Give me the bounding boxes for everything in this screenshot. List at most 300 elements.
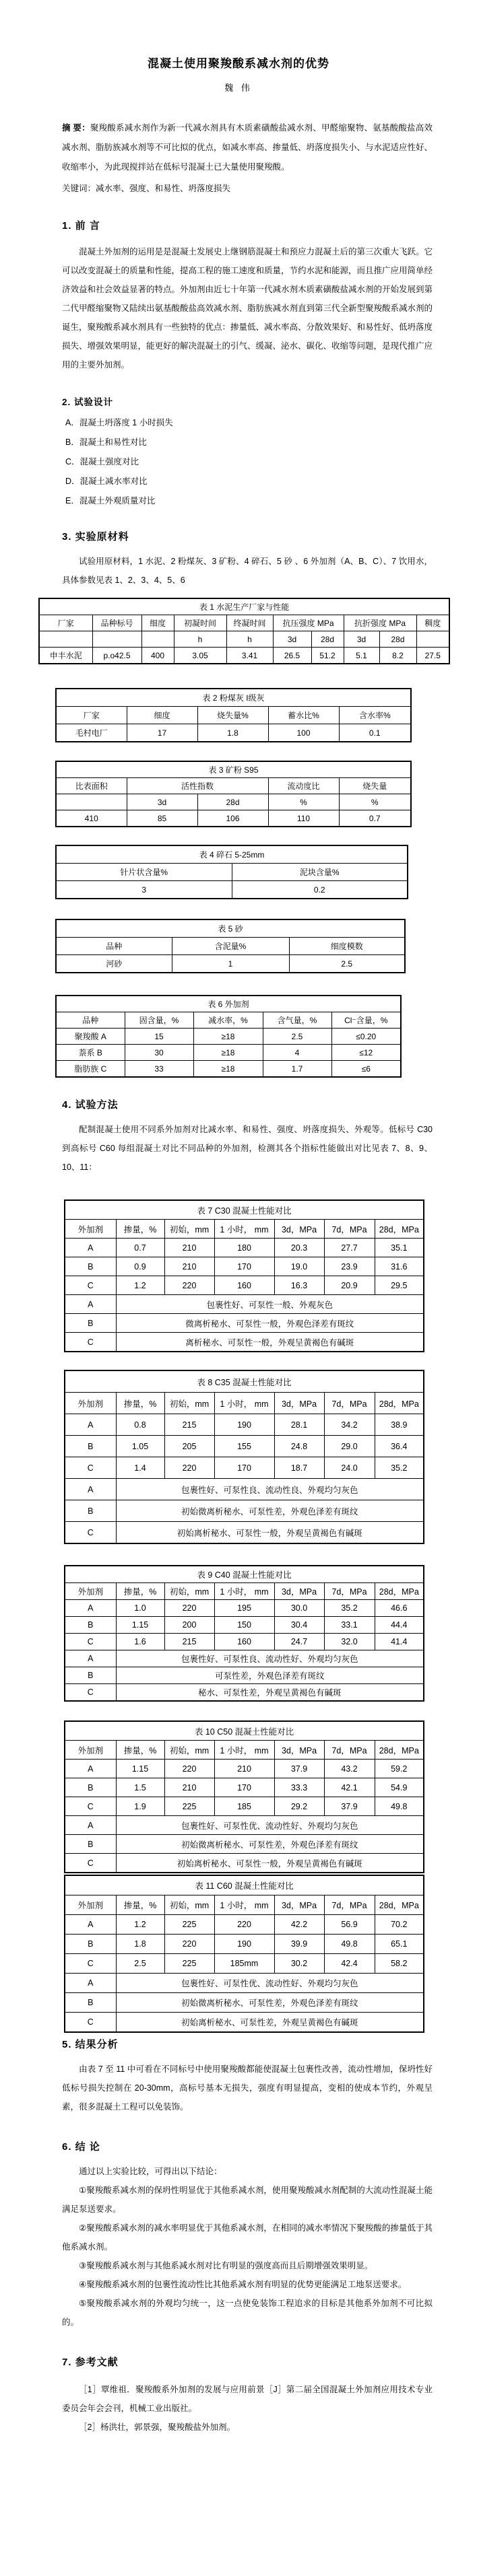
table-row (65, 1500, 424, 1522)
table-cell: ≤12 (331, 1045, 401, 1061)
design-item: C．混凝土强度对比 (65, 457, 139, 466)
table-row (65, 1583, 424, 1600)
table-row (65, 1276, 424, 1295)
table-cell: 20.3 (274, 1239, 324, 1257)
table-cell: 细度模数 (289, 938, 405, 955)
table-row (65, 1816, 424, 1835)
section-4-paragraph (62, 1120, 433, 1177)
table-row (39, 648, 449, 664)
table-cell: 26.5 (273, 648, 311, 664)
table-cell: C (65, 1333, 116, 1352)
table-cell: 比表面积 (56, 778, 127, 794)
table-cell: 2.5 (289, 955, 405, 973)
table-row (65, 1895, 424, 1915)
table-cell: 1.0 (116, 1600, 164, 1617)
table-cell: 43.2 (324, 1760, 375, 1778)
table-row (56, 794, 411, 810)
table-cell: 33.1 (324, 1617, 375, 1634)
table-cell: 初始，mm (164, 1393, 214, 1414)
conclusion-list (62, 2181, 433, 2332)
section-3-paragraph (62, 552, 433, 590)
data-table (55, 688, 412, 742)
table-row (56, 724, 411, 742)
abstract-label: 摘 要： (62, 123, 90, 133)
conclusion-intro: 通过以上实验比较，可得出以下结论： (79, 2167, 222, 2176)
table-caption-cell: 表 2 粉煤灰 I级灰 (56, 689, 411, 707)
table-cell: 195 (214, 1600, 274, 1617)
table-cell: A (65, 1414, 116, 1436)
table-row (65, 1617, 424, 1634)
table-c50-performance (64, 1720, 423, 1873)
section-6-heading: 6. 结 论 (62, 2141, 100, 2153)
table-cell: ≥18 (193, 1061, 263, 1078)
table-cell: 包裹性好、可泵性一般、外观灰色 (116, 1295, 424, 1314)
table-cell: 155 (214, 1436, 274, 1457)
table-cell: 33 (125, 1061, 193, 1078)
table-cell: 品种 (56, 938, 172, 955)
table-crushed-stone (55, 845, 407, 899)
table-cell: ≥18 (193, 1029, 263, 1045)
table-cell: 15 (125, 1029, 193, 1045)
table-cell: C (65, 1684, 116, 1702)
table-cell: 28d (197, 794, 268, 810)
table-cell: 秘水、可泵性差，外观呈黄褐色有碱斑 (116, 1684, 424, 1702)
table-row (65, 1778, 424, 1797)
table-cell: C (65, 1634, 116, 1650)
table-cell: 活性指数 (127, 778, 268, 794)
table-cell: 190 (214, 1935, 274, 1954)
table-cell: 210 (164, 1778, 214, 1797)
table-cell: 3d，MPa (274, 1741, 324, 1760)
table-cell: 58.2 (375, 1954, 424, 1974)
table-cell: 掺量，% (116, 1741, 164, 1760)
table-cell: 1 小时， mm (214, 1220, 274, 1239)
table-caption-row (65, 1200, 424, 1220)
table-cell: 掺量，% (116, 1583, 164, 1600)
table-cell: 1.05 (116, 1436, 164, 1457)
table-cell: B (65, 1617, 116, 1634)
table-cell: 49.8 (375, 1797, 424, 1816)
section-4-text: 配制混凝土使用不同系外加剂对比减水率、和易性、强度、坍落度损失、外观等。低标号 C30 到高标号 C60 每组混凝土对比不同品种的外加剂，检测其各个指标性能做出对比见表 7、8、9、10、11： (62, 1125, 433, 1172)
table-caption-row (56, 761, 411, 778)
table-cell: 1 小时， mm (214, 1583, 274, 1600)
table-row (65, 1600, 424, 1617)
table-cell: 160 (214, 1276, 274, 1295)
table-cell: 185 (214, 1797, 274, 1816)
table-cell: 54.9 (375, 1778, 424, 1797)
table-cell: 42.4 (324, 1954, 375, 1974)
table-cell: 7d，MPa (324, 1220, 375, 1239)
table-cell: 17 (127, 724, 197, 742)
table-cell: 厂家 (56, 707, 127, 724)
table-caption-row (65, 1370, 424, 1393)
table-cell: 410 (56, 810, 127, 827)
section-4-heading: 4. 试验方法 (62, 1099, 119, 1111)
table-cell: 1.15 (116, 1617, 164, 1634)
section-5-text: 由表 7 至 11 中可看在不同标号中使用聚羧酸都能使混凝土包裹性改善，流动性增加，保坍性好低标号损失控制在 20-30mm，高标号基本无损失，强度有明显提高，变相的使成本节约，外观呈素，很多混凝土工程可以免装饰。 (62, 2064, 433, 2112)
table-cell: 220 (164, 1760, 214, 1778)
table-cell: 外加剂 (65, 1220, 116, 1239)
table-cell: 1 小时， mm (214, 1741, 274, 1760)
table-cell: 2.5 (263, 1029, 331, 1045)
table-cell: 185mm (214, 1954, 274, 1974)
table-cell: 3d，MPa (274, 1220, 324, 1239)
table-cell: 24.8 (274, 1436, 324, 1457)
table-cell: 44.4 (375, 1617, 424, 1634)
conclusion-block (62, 2162, 433, 2332)
table-cell: A (65, 1479, 116, 1500)
table-cell: A (65, 1974, 116, 1993)
table-row (56, 707, 411, 724)
table-cell: 烧失量 (339, 778, 411, 794)
table-cell: 0.9 (116, 1257, 164, 1276)
table-cell: 65.1 (375, 1935, 424, 1954)
table-cell: 215 (164, 1634, 214, 1650)
table-cell: 3 (56, 881, 232, 899)
table-caption-row (56, 919, 405, 938)
table-cell: 掺量，% (116, 1895, 164, 1915)
table-cell: Cl⁻含量，% (331, 1012, 401, 1029)
design-item: B．混凝土和易性对比 (65, 438, 147, 447)
table-cell: 29.0 (324, 1436, 375, 1457)
table-cell: C (65, 2013, 116, 2033)
table-cell (92, 631, 141, 648)
table-cell: ≤6 (331, 1061, 401, 1078)
table-cell: 32.0 (324, 1634, 375, 1650)
table-cell: 220 (164, 1935, 214, 1954)
table-cell: 0.1 (339, 724, 411, 742)
table-cell: 申丰水泥 (39, 648, 92, 664)
page-title: 混凝土使用聚羧酸系减水剂的优势 (148, 57, 329, 70)
data-table (55, 761, 412, 827)
table-cell: ≥18 (193, 1045, 263, 1061)
table-row (65, 1935, 424, 1954)
table-cell: 7d，MPa (324, 1741, 375, 1760)
table-cell: 3d，MPa (274, 1393, 324, 1414)
table-cell: 初始微离析秘水、可泵性差，外观色泽差有斑纹 (116, 1835, 424, 1854)
table-cell: 1 (172, 955, 289, 973)
table-cell: 1.5 (116, 1778, 164, 1797)
table-cell: 外加剂 (65, 1583, 116, 1600)
table-cell: 品种 (56, 1012, 125, 1029)
design-item: E．混凝土外观质量对比 (65, 496, 156, 506)
table-caption-cell: 表 11 C60 混凝土性能对比 (65, 1875, 424, 1895)
table-cell: 16.3 (274, 1276, 324, 1295)
table-caption-cell: 表 4 碎石 5-25mm (56, 845, 408, 864)
table-c60-performance (64, 1875, 423, 2033)
table-cell: C (65, 1854, 116, 1873)
conclusion-item: ②聚羧酸系减水剂的减水率明显优于其他系减水剂，在相同的减水率情况下聚羧酸的掺量低于其他系减水剂。 (62, 2223, 433, 2252)
table-c35-performance (64, 1370, 423, 1544)
table-cell: 42.1 (324, 1778, 375, 1797)
table-cell: 含气量，% (263, 1012, 331, 1029)
table-row (65, 1650, 424, 1667)
data-table (64, 1565, 424, 1702)
table-cell: 针片状含量% (56, 864, 232, 881)
data-table (55, 995, 402, 1078)
table-c40-performance (64, 1565, 423, 1702)
table-caption-cell: 表 3 矿粉 S95 (56, 761, 411, 778)
table-cell: 含泥量% (172, 938, 289, 955)
table-cell: 23.9 (324, 1257, 375, 1276)
table-cell: 41.4 (375, 1634, 424, 1650)
table-cell: 脂肪族 C (56, 1061, 125, 1078)
table-cell: 220 (164, 1457, 214, 1479)
table-cell: 24.0 (324, 1457, 375, 1479)
table-cell: 34.2 (324, 1414, 375, 1436)
table-cell: C (65, 1797, 116, 1816)
table-cell: 7d，MPa (324, 1393, 375, 1414)
table-cell (56, 794, 127, 810)
table-cell: 外加剂 (65, 1895, 116, 1915)
table-cell: 205 (164, 1436, 214, 1457)
table-cell: 210 (164, 1257, 214, 1276)
table-cell: 220 (164, 1276, 214, 1295)
data-table (64, 1370, 424, 1544)
table-cell: 180 (214, 1239, 274, 1257)
conclusion-item: ④聚羧酸系减水剂的包裹性流动性比其他系减水剂有明显的优势更能满足工地泵送要求。 (79, 2280, 407, 2289)
conclusion-item: ③聚羧酸系减水剂与其他系减水剂对比有明显的强度高而且后期增强效果明显。 (79, 2261, 373, 2270)
table-cell: 1.2 (116, 1276, 164, 1295)
table-row (65, 1522, 424, 1544)
table-cell: 聚羧酸 A (56, 1029, 125, 1045)
table-row (56, 938, 405, 955)
table-cell: 初始，mm (164, 1220, 214, 1239)
table-cell: A (65, 1239, 116, 1257)
table-row (65, 1634, 424, 1650)
conclusion-item: ⑤聚羧酸系减水剂的外观均匀统一，这一点使免装饰工程追求的目标是其他系外加剂不可比拟的。 (62, 2299, 433, 2327)
table-cell: 萘系 B (56, 1045, 125, 1061)
table-row (65, 1436, 424, 1457)
table-cell: 离析秘水、可泵性一般，外观呈黄褐色有碱斑 (116, 1333, 424, 1352)
table-cell: A (65, 1915, 116, 1935)
table-cell: 1.15 (116, 1760, 164, 1778)
table-cell: 28d (379, 631, 416, 648)
table-caption-row (56, 996, 401, 1012)
table-cell: 外加剂 (65, 1741, 116, 1760)
table-cell: 8.2 (379, 648, 416, 664)
table-cell: A (65, 1600, 116, 1617)
table-cell: 可泵性差，外观色泽差有斑纹 (116, 1667, 424, 1684)
table-cell: 蓄水比% (268, 707, 339, 724)
table-row (65, 1797, 424, 1816)
table-cell: 1 小时， mm (214, 1895, 274, 1915)
table-cell: 初始微离析秘水、可泵性差，外观色泽差有斑纹 (116, 1993, 424, 2013)
table-cell: 1.9 (116, 1797, 164, 1816)
table-cell: 35.2 (375, 1457, 424, 1479)
table-cell: 35.2 (324, 1600, 375, 1617)
table-cell: % (268, 794, 339, 810)
author: 魏 伟 (224, 83, 253, 93)
table-caption-cell: 表 6 外加剂 (56, 996, 401, 1012)
table-cell: A (65, 1650, 116, 1667)
table-caption-cell: 表 7 C30 混凝土性能对比 (65, 1200, 424, 1220)
table-cell: A (65, 1760, 116, 1778)
table-row (65, 1457, 424, 1479)
table-cell: 包裹性好、可泵性良、流动性良、外观均匀灰色 (116, 1479, 424, 1500)
table-cell: B (65, 1667, 116, 1684)
table-cell: 28d (311, 631, 344, 648)
data-table (64, 1875, 424, 2033)
table-cell: 微离析秘水、可泵性一般，外观色泽差有斑纹 (116, 1314, 424, 1333)
table-cell: 400 (141, 648, 174, 664)
table-cell: 35.1 (375, 1239, 424, 1257)
table-cell: 泥块含量% (232, 864, 408, 881)
table-cell: C (65, 1276, 116, 1295)
table-cell: 7d，MPa (324, 1583, 375, 1600)
table-cell: 210 (164, 1239, 214, 1257)
table-cell: 品种标号 (92, 615, 141, 631)
table-cell: 细度 (127, 707, 197, 724)
table-cell: 1.8 (197, 724, 268, 742)
table-cell: 28.1 (274, 1414, 324, 1436)
table-cell: 4 (263, 1045, 331, 1061)
section-3-heading: 3. 实验原材料 (62, 531, 129, 543)
table-sand (55, 919, 404, 973)
table-cell: 42.2 (274, 1915, 324, 1935)
table-cell (141, 631, 174, 648)
table-row (65, 1414, 424, 1436)
table-row (56, 810, 411, 827)
table-cell: 51.2 (311, 648, 344, 664)
table-cell: 含水率% (339, 707, 411, 724)
table-cell: 70.2 (375, 1915, 424, 1935)
table-cell: 减水率，% (193, 1012, 263, 1029)
table-admixtures (55, 995, 400, 1078)
table-cell: 0.7 (339, 810, 411, 827)
table-row (65, 1760, 424, 1778)
table-cell: 220 (164, 1600, 214, 1617)
table-row (56, 955, 405, 973)
table-row (65, 2013, 424, 2033)
table-row (65, 1954, 424, 1974)
table-c30-performance (64, 1199, 423, 1352)
table-cell: 3.05 (174, 648, 226, 664)
table-row (56, 864, 408, 881)
table-cell: 初始离析秘水、可泵性一般，外观呈黄褐色有碱斑 (116, 1854, 424, 1873)
table-cell: B (65, 1778, 116, 1797)
table-cell: 106 (197, 810, 268, 827)
table-cell: 0.2 (232, 881, 408, 899)
reference-item: ［1］覃维祖．聚羧酸系外加剂的发展与应用前景［J］第二届全国混凝土外加剂应用技术专业委员会年会会刊，机械工业出版社。 (62, 2385, 433, 2413)
table-caption-cell: 表 5 砂 (56, 919, 405, 938)
section-3-text: 试验用原材料，1 水泥、2 粉煤灰、3 矿粉、4 碎石、5 砂 、6 外加剂（A、B、C）、7 饮用水，具体参数见表 1、2、3、4、5、6 (62, 557, 433, 585)
table-cell: 29.5 (375, 1276, 424, 1295)
table-cell: 5.1 (344, 648, 379, 664)
table-cell: 20.9 (324, 1276, 375, 1295)
table-cell: B (65, 1835, 116, 1854)
table-caption-cell: 表 9 C40 混凝土性能对比 (65, 1566, 424, 1583)
data-table (55, 845, 408, 899)
table-cement-properties (38, 598, 449, 664)
table-cell: 烧失量% (197, 707, 268, 724)
table-cell: 28d，MPa (375, 1583, 424, 1600)
table-cell (416, 631, 449, 648)
table-cell: 150 (214, 1617, 274, 1634)
table-cell: 河砂 (56, 955, 172, 973)
table-cell: C (65, 1954, 116, 1974)
table-row (65, 1741, 424, 1760)
table-cell: 7d，MPa (324, 1895, 375, 1915)
table-cell: B (65, 1993, 116, 2013)
table-row (65, 1239, 424, 1257)
table-cell: 包裹性好、可泵性优、流动性好、外观均匀灰色 (116, 1974, 424, 1993)
table-cell: 1.4 (116, 1457, 164, 1479)
table-cell: 30.4 (274, 1617, 324, 1634)
table-row (65, 1915, 424, 1935)
table-cell: h (174, 631, 226, 648)
table-row (56, 1012, 401, 1029)
table-row (56, 1061, 401, 1078)
table-row (39, 631, 449, 648)
table-cell: 31.6 (375, 1257, 424, 1276)
table-cell: 56.9 (324, 1915, 375, 1935)
table-cell: C (65, 1457, 116, 1479)
table-cell: 1.7 (263, 1061, 331, 1078)
table-cell: p.o42.5 (92, 648, 141, 664)
table-caption-row (65, 1566, 424, 1583)
table-cell: 170 (214, 1778, 274, 1797)
table-cell: 初凝时间 (174, 615, 226, 631)
table-row (65, 1684, 424, 1702)
table-cell: 39.9 (274, 1935, 324, 1954)
table-cell (39, 631, 92, 648)
table-cell: B (65, 1257, 116, 1276)
table-cell: % (339, 794, 411, 810)
table-row (65, 1333, 424, 1352)
table-row (65, 1393, 424, 1414)
abstract-paragraph (62, 118, 433, 177)
table-cell: 24.7 (274, 1634, 324, 1650)
table-cell: 初始离析秘水、可泵性差，外观呈黄褐色有碱斑 (116, 2013, 424, 2033)
table-cell: 细度 (141, 615, 174, 631)
table-caption-row (56, 689, 411, 707)
table-cell: C (65, 1522, 116, 1544)
table-caption-cell: 表 8 C35 混凝土性能对比 (65, 1370, 424, 1393)
table-cell: A (65, 1295, 116, 1314)
table-cell: 28d，MPa (375, 1220, 424, 1239)
table-cell: B (65, 1500, 116, 1522)
table-row (65, 1974, 424, 1993)
table-cell: 225 (164, 1797, 214, 1816)
table-cell: 30 (125, 1045, 193, 1061)
table-cell: 215 (164, 1414, 214, 1436)
table-caption-row (56, 845, 408, 864)
table-row (65, 1993, 424, 2013)
reference-list (62, 2380, 433, 2437)
keywords-line: 关键词：减水率、强度、和易性、坍落度损失 (62, 184, 231, 193)
design-item: D．混凝土减水率对比 (65, 477, 148, 486)
table-cell: 200 (164, 1617, 214, 1634)
table-cell: ≤0.20 (331, 1029, 401, 1045)
table-cell: 包裹性好、可泵性优、流动性好、外观均匀灰色 (116, 1816, 424, 1835)
table-cell: 30.0 (274, 1600, 324, 1617)
table-cell: 190 (214, 1414, 274, 1436)
table-cell: 30.2 (274, 1954, 324, 1974)
table-cell: A (65, 1816, 116, 1835)
table-cell: 59.2 (375, 1760, 424, 1778)
table-row (65, 1667, 424, 1684)
table-row (65, 1295, 424, 1314)
table-cell: 3d (273, 631, 311, 648)
table-cell: 0.7 (116, 1239, 164, 1257)
section-1-heading: 1. 前 言 (62, 220, 100, 232)
table-cell: 厂家 (39, 615, 92, 631)
table-caption-cell: 表 1 水泥生产厂家与性能 (39, 598, 449, 615)
table-cell: 掺量，% (116, 1220, 164, 1239)
table-cell: 0.8 (116, 1414, 164, 1436)
table-cell: B (65, 1314, 116, 1333)
